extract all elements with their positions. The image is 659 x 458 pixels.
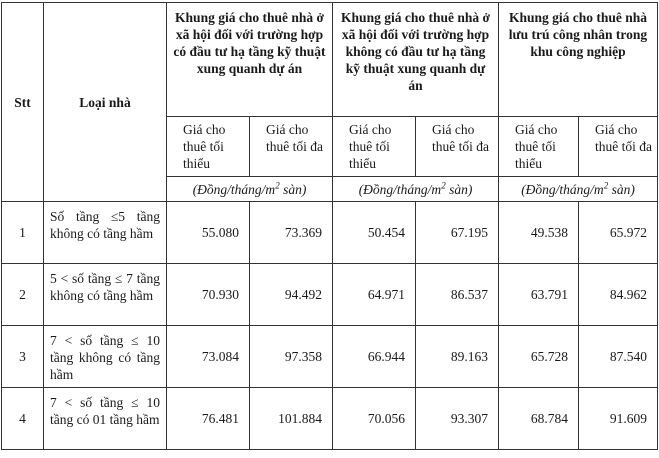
row-number: 3 (2, 326, 44, 388)
price-value: 68.784 (499, 388, 579, 450)
max-price-header: Giá cho thuê tối đa (250, 117, 333, 177)
price-value: 94.492 (250, 264, 333, 326)
price-value: 70.930 (167, 264, 250, 326)
price-value: 76.481 (167, 388, 250, 450)
price-value: 87.540 (579, 326, 658, 388)
price-value: 64.971 (333, 264, 416, 326)
min-price-header: Giá cho thuê tối thiểu (167, 117, 250, 177)
price-value: 63.791 (499, 264, 579, 326)
price-value: 70.056 (333, 388, 416, 450)
price-value: 97.358 (250, 326, 333, 388)
price-value: 86.537 (416, 264, 499, 326)
table-row (2, 202, 658, 264)
price-value: 55.080 (167, 202, 250, 264)
group-header-without-infrastructure: Khung giá cho thuê nhà ở xã hội đối với trường hợp không có đầu tư hạ tầng kỹ thuật xung quanh dự án (333, 3, 499, 117)
price-value: 91.609 (579, 388, 658, 450)
price-value: 93.307 (416, 388, 499, 450)
price-value: 65.728 (499, 326, 579, 388)
min-price-header: Giá cho thuê tối thiểu (499, 117, 579, 177)
price-value: 50.454 (333, 202, 416, 264)
price-value: 73.084 (167, 326, 250, 388)
table-row (2, 264, 658, 326)
max-price-header: Giá cho thuê tối đa (416, 117, 499, 177)
min-price-header: Giá cho thuê tối thiểu (333, 117, 416, 177)
house-type: 5 < số tầng ≤ 7 tầng không có tầng hầm (44, 264, 167, 326)
type-header: Loại nhà (44, 3, 167, 202)
house-type: 7 < số tầng ≤ 10 tầng không có tầng hầm (44, 326, 167, 388)
price-value: 84.962 (579, 264, 658, 326)
row-number: 2 (2, 264, 44, 326)
row-number: 4 (2, 388, 44, 450)
group-header-with-infrastructure: Khung giá cho thuê nhà ở xã hội đối với trường hợp có đầu tư hạ tầng kỹ thuật xung quanh dự án (167, 3, 333, 117)
row-number: 1 (2, 202, 44, 264)
stt-header: Stt (2, 3, 44, 202)
price-value: 65.972 (579, 202, 658, 264)
house-type: 7 < số tầng ≤ 10 tầng có 01 tầng hầm (44, 388, 167, 450)
house-type: Số tầng ≤5 tầng không có tầng hầm (44, 202, 167, 264)
group-header-worker-housing: Khung giá cho thuê nhà lưu trú công nhân trong khu công nghiệp (499, 3, 658, 117)
price-value: 67.195 (416, 202, 499, 264)
price-value: 73.369 (250, 202, 333, 264)
table-row (2, 388, 658, 450)
unit-label: ($Đồng/tháng/m^2$ sàn) (167, 177, 333, 202)
price-value: 89.163 (416, 326, 499, 388)
price-value: 101.884 (250, 388, 333, 450)
table-row (2, 326, 658, 388)
unit-label: ($Đồng/tháng/m^2$ sàn) (333, 177, 499, 202)
price-table (1, 2, 658, 450)
header-row-groups (2, 3, 658, 117)
price-value: 49.538 (499, 202, 579, 264)
price-value: 66.944 (333, 326, 416, 388)
unit-label: ($Đồng/tháng/m^2$ sàn) (499, 177, 658, 202)
max-price-header: Giá cho thuê tối đa (579, 117, 658, 177)
